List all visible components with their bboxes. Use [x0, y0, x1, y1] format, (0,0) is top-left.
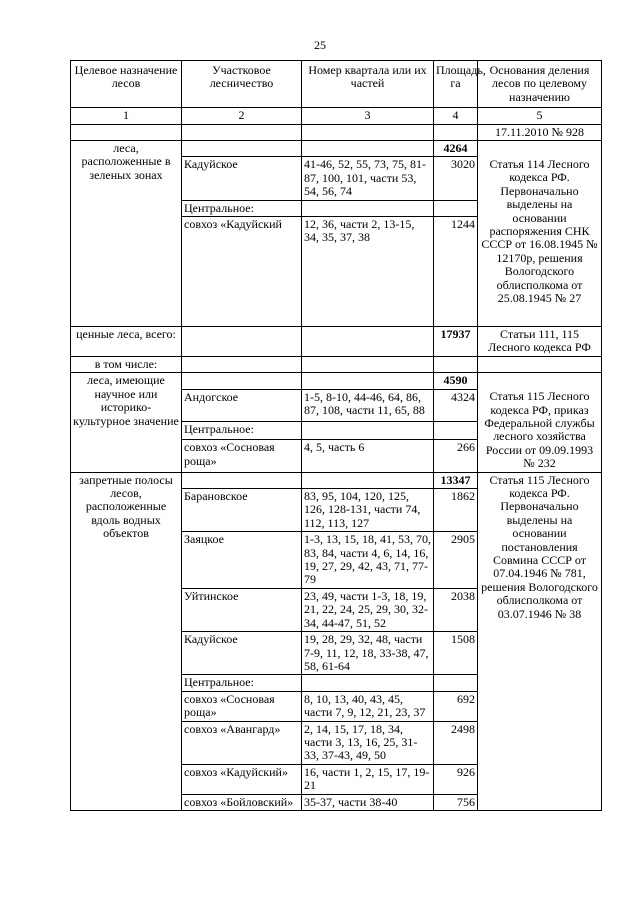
- area-cell: 4324: [434, 389, 478, 422]
- page-number: 25: [314, 38, 326, 52]
- quarters-cell: 19, 28, 29, 32, 48, части 7-9, 11, 12, 18, 33-38, 47, 58, 61-64: [302, 632, 434, 675]
- quarters-cell: 35-37, части 38-40: [302, 794, 434, 810]
- forestry-cell: совхоз «Бойловский»: [182, 794, 302, 810]
- area-cell: 2905: [434, 532, 478, 589]
- basis-cell: Статья 115 Лесного кодекса РФ. Первоначально выделены на основании постановления Совмина СССР от 07.04.1946 № 781, решения Вологодского облисполкома от 03.07.1946 № 38: [478, 472, 602, 810]
- header-basis: Основания деления лесов по целевому назначению: [478, 61, 602, 108]
- purpose-cell: леса, расположенные в зеленых зонах: [71, 141, 182, 327]
- total-area-cell: 17937: [434, 327, 478, 357]
- area-cell: 266: [434, 440, 478, 473]
- central-label: Центральное:: [182, 200, 302, 216]
- area-cell: 692: [434, 691, 478, 721]
- quarters-cell: 41-46, 52, 55, 73, 75, 81-87, 100, 101, части 53, 54, 56, 74: [302, 157, 434, 200]
- table-row: [71, 124, 602, 140]
- purpose-cell: ценные леса, всего:: [71, 327, 182, 357]
- header-number-row: [71, 108, 602, 124]
- forestry-cell: совхоз «Авангард»: [182, 721, 302, 764]
- col-number: 4: [434, 108, 478, 124]
- header-row: [71, 61, 602, 108]
- central-label: Центральное:: [182, 422, 302, 440]
- basis-cell: Статья 115 Лесного кодекса РФ, приказ Федеральной службы лесного хозяйства России от 09.09.1993 № 232: [478, 389, 602, 472]
- quarters-cell: 16, части 1, 2, 15, 17, 19-21: [302, 764, 434, 794]
- col-number: 2: [182, 108, 302, 124]
- quarters-cell: 1-5, 8-10, 44-46, 64, 86, 87, 108, части 11, 65, 88: [302, 389, 434, 422]
- forestry-cell: совхоз «Кадуйский: [182, 217, 302, 327]
- area-cell: 1862: [434, 489, 478, 532]
- quarters-cell: 4, 5, часть 6: [302, 440, 434, 473]
- quarters-cell: 1-3, 13, 15, 18, 41, 53, 70, 83, 84, части 4, 6, 14, 16, 19, 27, 29, 42, 43, 71, 77-79: [302, 532, 434, 589]
- quarters-cell: 2, 14, 15, 17, 18, 34, части 3, 13, 16, 25, 31-33, 37-43, 49, 50: [302, 721, 434, 764]
- table-row: [71, 327, 602, 357]
- forestry-cell: Уйтинское: [182, 588, 302, 631]
- area-cell: 2038: [434, 588, 478, 631]
- header-quarters: Номер квартала или их частей: [302, 61, 434, 108]
- area-cell: 1244: [434, 217, 478, 327]
- basis-cell: 17.11.2010 № 928: [478, 124, 602, 140]
- purpose-cell: леса, имеющие научное или историко-культурное значение: [71, 373, 182, 472]
- table-row: [71, 373, 602, 389]
- forestry-cell: Кадуйское: [182, 632, 302, 675]
- basis-cell: Статьи 111, 115 Лесного кодекса РФ: [478, 327, 602, 357]
- forestry-cell: Кадуйское: [182, 157, 302, 200]
- col-number: 5: [478, 108, 602, 124]
- area-cell: 3020: [434, 157, 478, 200]
- quarters-cell: 12, 36, части 2, 13-15, 34, 35, 37, 38: [302, 217, 434, 327]
- col-number: 1: [71, 108, 182, 124]
- basis-cell: Статья 114 Лесного кодекса РФ. Первоначально выделены на основании распоряжения СНК СССР от 16.08.1945 № 12170р, решения Вологодского облисполкома от 25.08.1945 № 27: [478, 157, 602, 327]
- central-label: Центральное:: [182, 675, 302, 691]
- forestry-cell: совхоз «Сосновая роща»: [182, 440, 302, 473]
- quarters-cell: 8, 10, 13, 40, 43, 45, части 7, 9, 12, 21, 23, 37: [302, 691, 434, 721]
- forestry-cell: совхоз «Сосновая роща»: [182, 691, 302, 721]
- quarters-cell: 23, 49, части 1-3, 18, 19, 21, 22, 24, 25, 29, 30, 32-34, 44-47, 51, 52: [302, 588, 434, 631]
- forestry-cell: Андогское: [182, 389, 302, 422]
- header-forestry: Участковое лесничество: [182, 61, 302, 108]
- area-cell: 926: [434, 764, 478, 794]
- including-label: в том числе:: [71, 356, 182, 372]
- table-row: [71, 472, 602, 488]
- area-cell: 2498: [434, 721, 478, 764]
- table-row: [71, 141, 602, 157]
- forest-purpose-table: [70, 60, 602, 811]
- area-cell: 756: [434, 794, 478, 810]
- forestry-cell: Барановское: [182, 489, 302, 532]
- area-cell: 1508: [434, 632, 478, 675]
- col-number: 3: [302, 108, 434, 124]
- total-area-cell: 13347: [434, 472, 478, 488]
- purpose-cell: запретные полосы лесов, расположенные вдоль водных объектов: [71, 472, 182, 810]
- total-area-cell: 4590: [434, 373, 478, 389]
- table-row: [71, 356, 602, 372]
- forestry-cell: совхоз «Кадуйский»: [182, 764, 302, 794]
- quarters-cell: 83, 95, 104, 120, 125, 126, 128-131, части 74, 112, 113, 127: [302, 489, 434, 532]
- header-purpose: Целевое назначение лесов: [71, 61, 182, 108]
- header-area: Площадь, га: [434, 61, 478, 108]
- total-area-cell: 4264: [434, 141, 478, 157]
- forestry-cell: Заяцкое: [182, 532, 302, 589]
